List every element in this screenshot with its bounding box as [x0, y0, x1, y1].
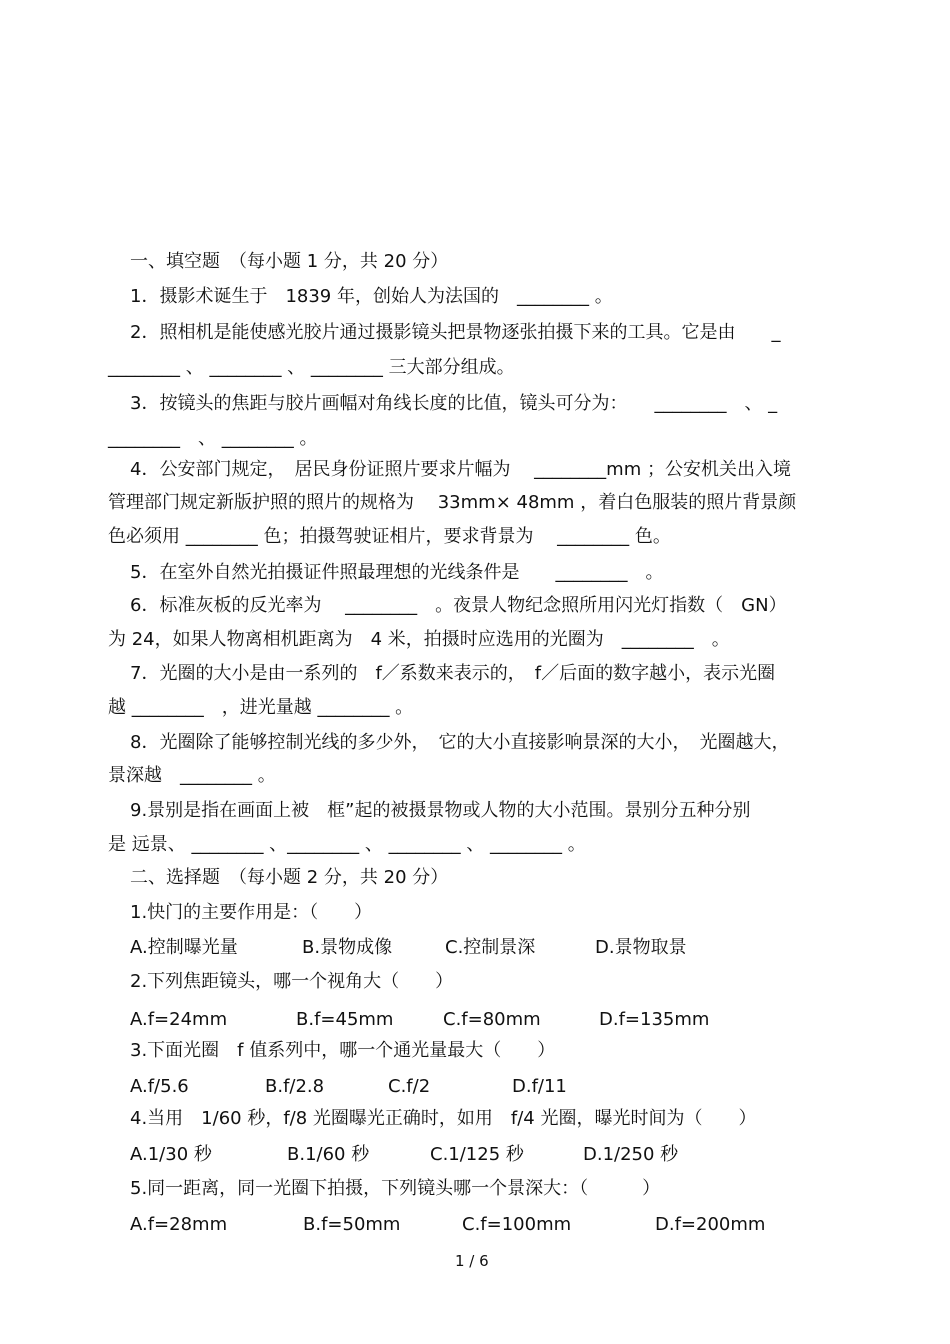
mc5-option-d: D.f=200mm	[655, 1214, 766, 1235]
mc3-option-b: B.f/2.8	[265, 1076, 325, 1097]
q9-line-1: 9.景别是指在画面上被 框”起的被摄景物或人物的大小范围。景别分五种分别	[130, 800, 751, 821]
mc3-question: 3.下面光圈 f 值系列中，哪一个通光量最大（ ）	[130, 1040, 556, 1061]
mc3-option-a: A.f/5.6	[130, 1076, 189, 1097]
page-number: 1 / 6	[455, 1252, 489, 1270]
mc4-option-b: B.1/60 秒	[287, 1144, 370, 1165]
q4-line-3: 色必须用 ________ 色；拍摄驾驶证相片，要求背景为 ________ 色。	[108, 526, 671, 547]
mc3-option-d: D.f/11	[512, 1076, 567, 1097]
section2-heading: 二、选择题 （每小题 2 分，共 20 分）	[130, 867, 449, 888]
mc2-option-b: B.f=45mm	[296, 1009, 394, 1030]
mc5-question: 5.同一距离，同一光圈下拍摄，下列镜头哪一个景深大：（ ）	[130, 1178, 661, 1199]
q3-line-1: 3．按镜头的焦距与胶片画幅对角线长度的比值，镜头可分为： ________ 、 _	[130, 393, 778, 414]
q6-line-2: 为 24，如果人物离相机距离为 4 米，拍摄时应选用的光圈为 ________ 。	[108, 629, 730, 650]
q8-line-1: 8．光圈除了能够控制光线的多少外， 它的大小直接影响景深的大小， 光圈越大，	[130, 732, 790, 753]
q9-line-2: 是 远景、 ________ 、________ 、 ________ 、 ________ 。	[108, 834, 586, 855]
q3-line-2: ________ 、 ________ 。	[108, 428, 318, 449]
q4-line-1: 4．公安部门规定， 居民身份证照片要求片幅为 ________mm ；公安机关出入境	[130, 459, 791, 480]
mc1-option-a: A.控制曝光量	[130, 937, 238, 958]
q4-line-2: 管理部门规定新版护照的照片的规格为 33mm× 48mm ，着白色服装的照片背景颜	[108, 492, 797, 513]
section1-heading: 一、填空题 （每小题 1 分，共 20 分）	[130, 251, 449, 272]
q2-line-1: 2．照相机是能使感光胶片通过摄影镜头把景物逐张拍摄下来的工具。它是由 _	[130, 322, 781, 343]
mc4-question: 4.当用 1/60 秒，f/8 光圈曝光正确时，如用 f/4 光圈，曝光时间为（ ）	[130, 1108, 757, 1129]
mc2-option-d: D.f=135mm	[599, 1009, 710, 1030]
q2-line-2: ________ 、 ________ 、 ________ 三大部分组成。	[108, 357, 515, 378]
mc4-option-c: C.1/125 秒	[430, 1144, 524, 1165]
mc3-option-c: C.f/2	[388, 1076, 431, 1097]
q5-line: 5．在室外自然光拍摄证件照最理想的光线条件是 ________ 。	[130, 562, 664, 583]
mc1-question: 1.快门的主要作用是：（ ）	[130, 902, 373, 923]
mc4-option-d: D.1/250 秒	[583, 1144, 679, 1165]
mc2-option-a: A.f=24mm	[130, 1009, 228, 1030]
q8-line-2: 景深越 ________ 。	[108, 765, 276, 786]
mc5-option-b: B.f=50mm	[303, 1214, 401, 1235]
q1-line: 1．摄影术诞生于 1839 年，创始人为法国的 ________ 。	[130, 286, 613, 307]
mc5-option-a: A.f=28mm	[130, 1214, 228, 1235]
mc1-option-b: B.景物成像	[302, 937, 393, 958]
mc2-option-c: C.f=80mm	[443, 1009, 541, 1030]
mc5-option-c: C.f=100mm	[462, 1214, 572, 1235]
q7-line-2: 越 ________ ，进光量越 ________ 。	[108, 697, 414, 718]
mc2-question: 2.下列焦距镜头，哪一个视角大（ ）	[130, 971, 454, 992]
q7-line-1: 7．光圈的大小是由一系列的 f／系数来表示的， f／后面的数字越小，表示光圈	[130, 663, 776, 684]
q6-line-1: 6．标准灰板的反光率为 ________ 。夜景人物纪念照所用闪光灯指数（ GN）	[130, 595, 787, 616]
mc4-option-a: A.1/30 秒	[130, 1144, 212, 1165]
mc1-option-c: C.控制景深	[445, 937, 536, 958]
mc1-option-d: D.景物取景	[595, 937, 687, 958]
